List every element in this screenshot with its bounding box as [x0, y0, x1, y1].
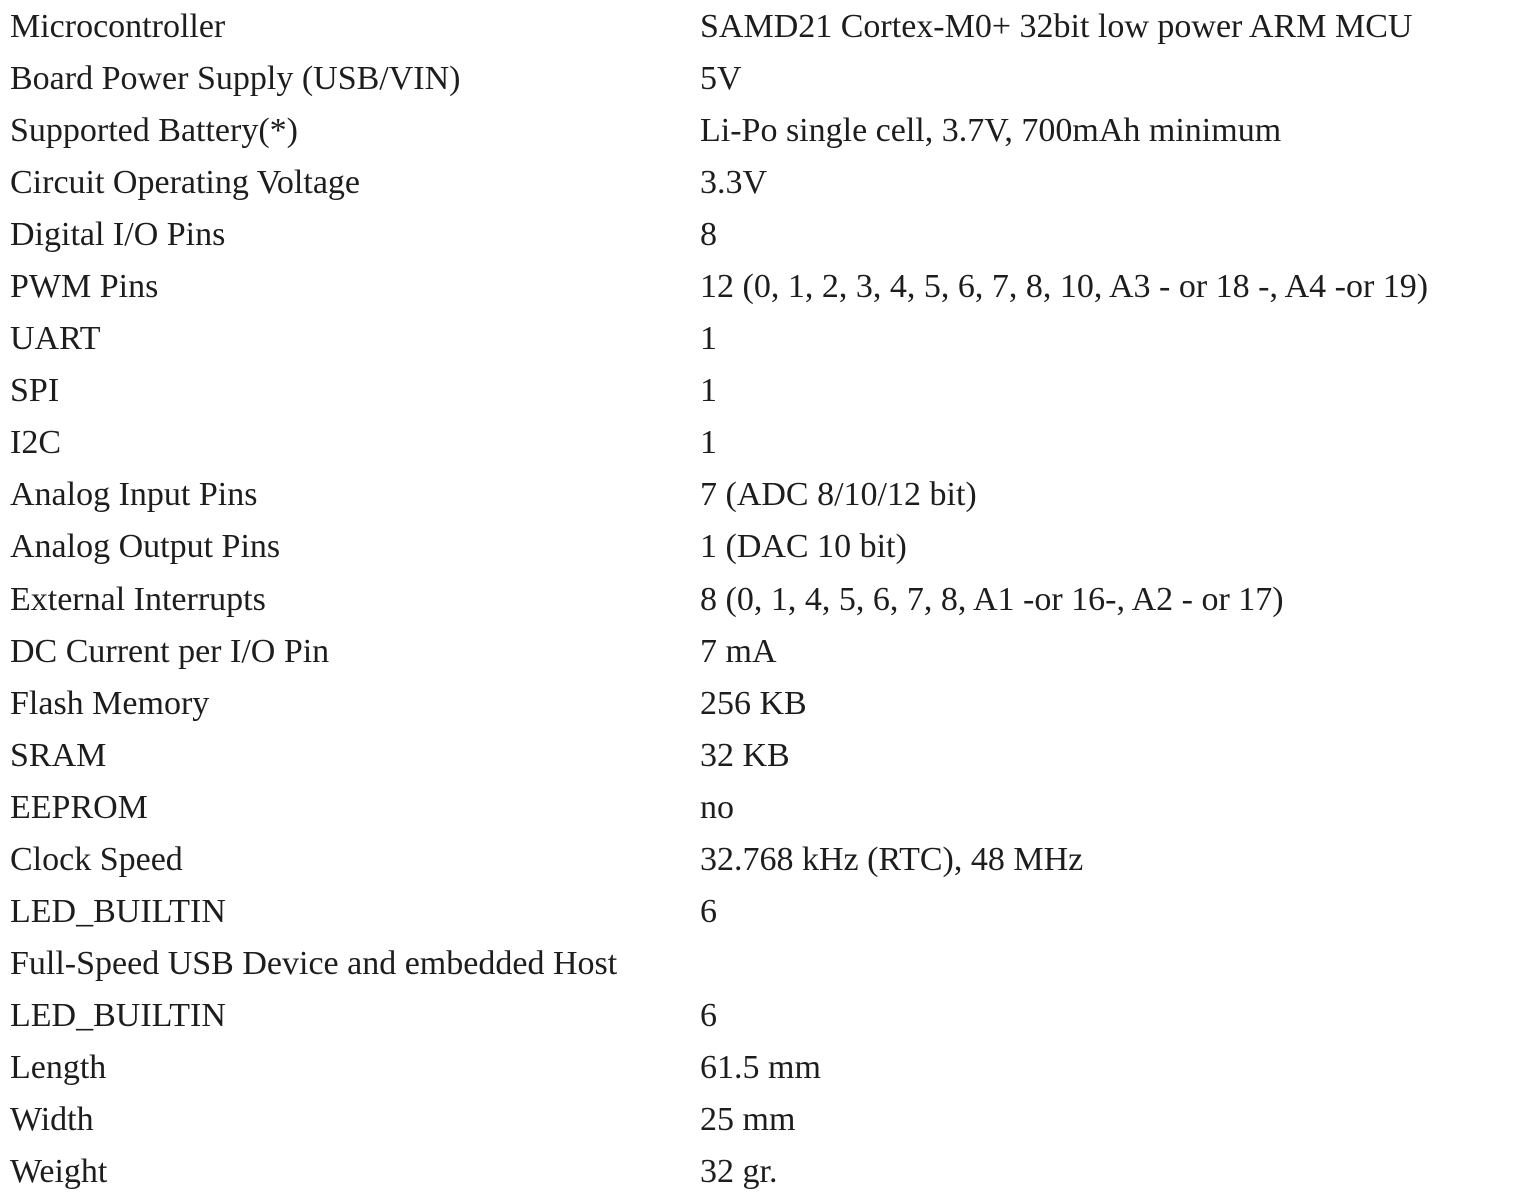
spec-value: 32 gr. [700, 1153, 778, 1191]
spec-value: 256 KB [700, 684, 807, 722]
spec-label: PWM Pins [10, 268, 159, 306]
spec-label: Board Power Supply (USB/VIN) [10, 60, 461, 98]
spec-value: 12 (0, 1, 2, 3, 4, 5, 6, 7, 8, 10, A3 - or 18 -, A4 -or 19) [700, 268, 1429, 306]
table-row [10, 105, 1514, 157]
spec-label: Analog Output Pins [10, 528, 281, 566]
table-row [10, 938, 1514, 990]
spec-label: Weight [10, 1153, 108, 1191]
spec-label: Analog Input Pins [10, 476, 258, 514]
spec-value: 7 mA [700, 632, 777, 670]
spec-value: 61.5 mm [700, 1048, 821, 1086]
spec-label: EEPROM [10, 788, 148, 826]
table-row [10, 313, 1514, 365]
table-row [10, 1146, 1514, 1198]
table-row [10, 417, 1514, 469]
spec-label: SPI [10, 372, 60, 410]
spec-label: DC Current per I/O Pin [10, 632, 330, 670]
spec-value [700, 938, 1514, 990]
spec-label: Flash Memory [10, 684, 210, 722]
spec-label: External Interrupts [10, 580, 266, 618]
spec-value: 32.768 kHz (RTC), 48 MHz [700, 840, 1084, 878]
spec-value: 1 [700, 424, 717, 462]
spec-label: LED_BUILTIN [10, 996, 226, 1034]
spec-label: Full-Speed USB Device and embedded Host [10, 944, 618, 982]
table-row [10, 626, 1514, 678]
spec-label: Circuit Operating Voltage [10, 164, 361, 202]
table-row [10, 521, 1514, 573]
spec-label: Width [10, 1100, 94, 1138]
table-row [10, 469, 1514, 521]
spec-value: no [700, 788, 734, 826]
table-row [10, 1, 1514, 53]
spec-value: 1 [700, 372, 717, 410]
table-row [10, 730, 1514, 782]
spec-label: SRAM [10, 736, 107, 774]
spec-label: UART [10, 320, 101, 358]
table-row [10, 53, 1514, 105]
table-row [10, 365, 1514, 417]
spec-value: 8 [700, 216, 717, 254]
spec-value: 6 [700, 892, 717, 930]
table-row [10, 261, 1514, 313]
table-row [10, 782, 1514, 834]
table-row [10, 1042, 1514, 1094]
table-row [10, 209, 1514, 261]
spec-value: 25 mm [700, 1100, 796, 1138]
spec-value: 7 (ADC 8/10/12 bit) [700, 476, 977, 514]
spec-value: 8 (0, 1, 4, 5, 6, 7, 8, A1 -or 16-, A2 - or 17) [700, 580, 1284, 618]
spec-value: Li-Po single cell, 3.7V, 700mAh minimum [700, 112, 1282, 150]
table-row [10, 574, 1514, 626]
spec-label: LED_BUILTIN [10, 892, 226, 930]
spec-value: 1 (DAC 10 bit) [700, 528, 907, 566]
spec-value: 5V [700, 60, 742, 98]
spec-label: Supported Battery(*) [10, 112, 298, 150]
spec-label: Digital I/O Pins [10, 216, 226, 254]
table-row [10, 990, 1514, 1042]
table-row [10, 1094, 1514, 1146]
spec-value: SAMD21 Cortex-M0+ 32bit low power ARM MCU [700, 8, 1413, 45]
table-row [10, 678, 1514, 730]
table-row [10, 157, 1514, 209]
spec-value: 3.3V [700, 164, 768, 202]
spec-label: Microcontroller [10, 8, 226, 45]
spec-label: Clock Speed [10, 840, 183, 878]
spec-value: 6 [700, 996, 717, 1034]
spec-value: 1 [700, 320, 717, 358]
table-row [10, 886, 1514, 938]
table-row [10, 834, 1514, 886]
spec-label: I2C [10, 424, 61, 462]
spec-label: Length [10, 1048, 107, 1086]
spec-value: 32 KB [700, 736, 790, 774]
